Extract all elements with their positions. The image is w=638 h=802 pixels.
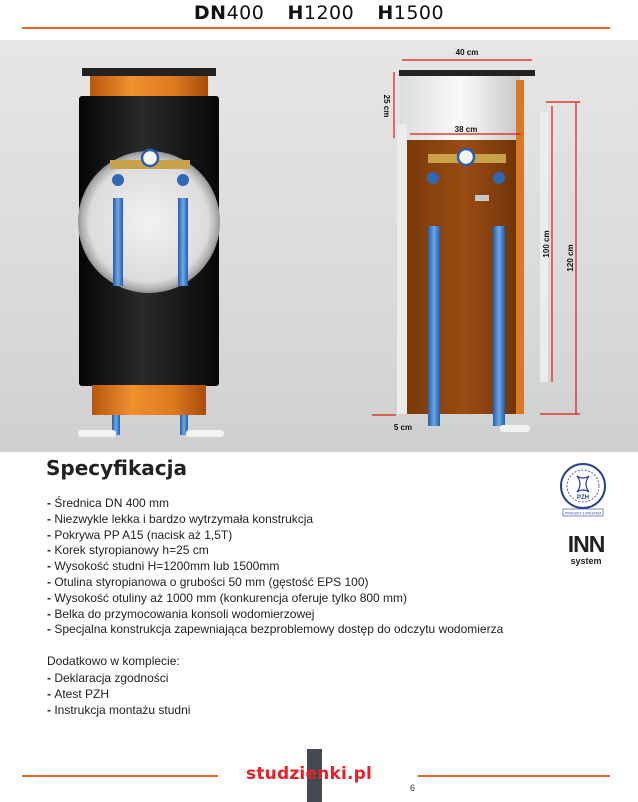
- logo-bottom: system: [570, 556, 602, 566]
- list-item: - Instrukcja montażu studni: [47, 702, 190, 718]
- list-item: - Otulina styropianowa o grubości 50 mm (gęstość EPS 100): [47, 575, 503, 591]
- footer-divider-right: [418, 775, 610, 777]
- right-pipe-2: [493, 226, 505, 426]
- dim-top-width: 40 cm: [455, 48, 479, 57]
- left-lid-frame: [82, 68, 216, 76]
- title-dn-value: 400: [226, 2, 265, 24]
- left-valve-2: [177, 174, 189, 186]
- pzh-certificate-badge: [557, 462, 609, 518]
- title-divider: [22, 27, 610, 29]
- dim-total-height: 120 cm: [566, 244, 575, 272]
- badge-center: PZH: [577, 495, 589, 501]
- footer-divider-left: [22, 775, 218, 777]
- dim-lid-height: 25 cm: [382, 94, 391, 118]
- right-valve-2: [493, 172, 505, 184]
- right-well: [372, 48, 580, 432]
- list-item: - Belka do przymocowania konsoli wodomierzowej: [47, 607, 503, 623]
- right-pipe-1: [428, 226, 440, 426]
- page-number: 6: [410, 783, 416, 793]
- dim-inner-width: 38 cm: [454, 125, 478, 134]
- left-pipe-inner-1: [113, 198, 123, 286]
- title-h2-value: 1500: [393, 2, 445, 24]
- left-top-ring: [90, 76, 208, 96]
- list-item: - Wysokość otuliny aż 1000 mm (konkurencja oferuje tylko 800 mm): [47, 591, 503, 607]
- inn-system-logo: [558, 528, 614, 568]
- title-h1-label: H: [287, 2, 304, 24]
- right-wall: [516, 80, 524, 414]
- title-h1-value: 1200: [303, 2, 355, 24]
- title-h2-label: H: [377, 2, 394, 24]
- page-title: [0, 2, 638, 24]
- right-insulation-left: [397, 124, 407, 414]
- badge-bottom: PRODUKT Z ATESTEM: [564, 511, 602, 516]
- list-item: - Deklaracja zgodności: [47, 670, 190, 686]
- right-lid-frame: [399, 70, 535, 76]
- list-item: - Wysokość studni H=1200mm lub 1500mm: [47, 559, 503, 575]
- left-fitting-2: [186, 430, 224, 437]
- right-valve-1: [427, 172, 439, 184]
- extras-list: [47, 670, 190, 718]
- left-cutaway-window: [79, 152, 219, 292]
- dim-insulation-height: 100 cm: [542, 230, 551, 258]
- right-drain-valve: [475, 195, 489, 201]
- right-fitting: [500, 425, 530, 432]
- left-bottom-ring: [92, 385, 206, 415]
- left-fitting-1: [78, 430, 116, 437]
- dim-offset: 5 cm: [393, 423, 413, 432]
- left-meter: [142, 150, 158, 166]
- list-item: - Średnica DN 400 mm: [47, 496, 503, 512]
- website-link[interactable]: studzienki.pl: [246, 764, 373, 784]
- product-figure: [0, 40, 638, 452]
- list-item: - Korek styropianowy h=25 cm: [47, 543, 503, 559]
- extras-heading: Dodatkowo w komplecie:: [47, 654, 180, 668]
- left-valve-1: [112, 174, 124, 186]
- left-well: [78, 68, 224, 437]
- right-meter: [458, 149, 474, 165]
- list-item: - Atest PZH: [47, 686, 190, 702]
- spec-list: [47, 496, 503, 638]
- list-item: - Pokrywa PP A15 (nacisk aż 1,5T): [47, 528, 503, 544]
- title-dn-label: DN: [193, 2, 227, 24]
- spec-heading: Specyfikacja: [46, 456, 188, 480]
- left-pipe-inner-2: [178, 198, 188, 286]
- right-inner-space: [407, 140, 523, 414]
- list-item: - Specjalna konstrukcja zapewniająca bezproblemowy dostęp do odczytu wodomierza: [47, 622, 503, 638]
- list-item: - Niezwykle lekka i bardzo wytrzymała konstrukcja: [47, 512, 503, 528]
- logo-top: INN: [567, 531, 605, 557]
- well-diagram: [0, 40, 638, 452]
